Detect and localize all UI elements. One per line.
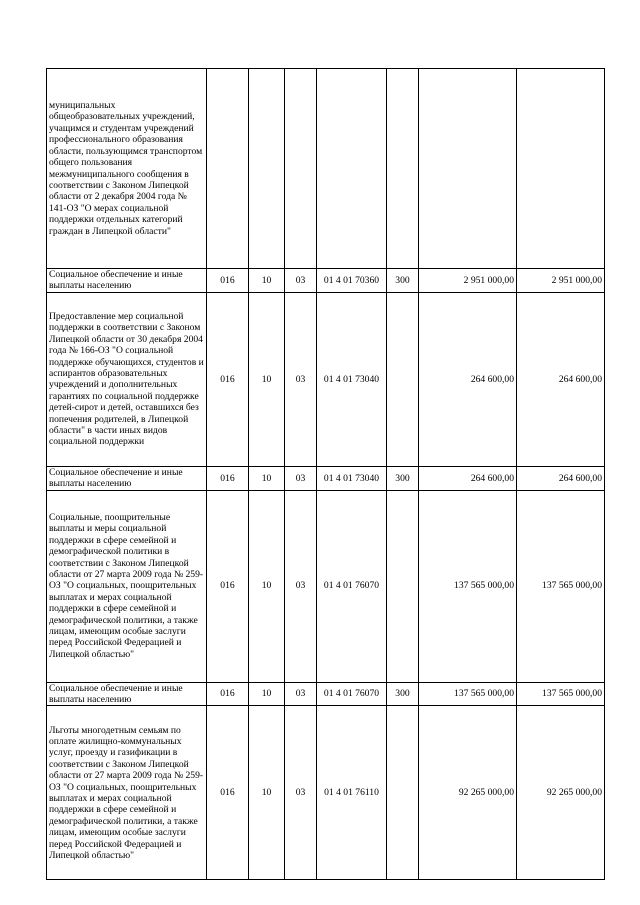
amount-year1-cell: 2 951 000,00 [419, 269, 517, 293]
target-article-cell: 01 4 01 70360 [317, 269, 387, 293]
amount-year2-cell: 137 565 000,00 [517, 490, 605, 682]
ministry-code-cell: 016 [207, 706, 249, 880]
expense-type-cell: 300 [387, 269, 419, 293]
section-code-cell: 10 [249, 490, 285, 682]
expense-type-cell [387, 490, 419, 682]
section-code-cell: 10 [249, 292, 285, 466]
subsection-code-cell: 03 [285, 682, 317, 706]
expense-type-cell [387, 706, 419, 880]
expense-type-cell: 300 [387, 466, 419, 490]
section-code-cell: 10 [249, 466, 285, 490]
amount-year1-cell: 137 565 000,00 [419, 490, 517, 682]
section-code-cell: 10 [249, 706, 285, 880]
target-article-cell: 01 4 01 76070 [317, 490, 387, 682]
table-row [47, 706, 605, 880]
subsection-code-cell: 03 [285, 269, 317, 293]
target-article-cell: 01 4 01 73040 [317, 292, 387, 466]
row-name-cell: Льготы многодетным семьям по оплате жилищно-коммунальных услуг, проезду и газификации в соответствии с Законом Липецкой области от 27 марта 2009 года № 259-ОЗ "О социальных, поощрительных выплатах и мерах социальной поддержки в сфере семейной и демографической политики, а также лицам, имеющим особые заслуги перед Российской Федерацией и Липецкой областью" [47, 706, 207, 880]
table-row [47, 292, 605, 466]
amount-year1-cell: 92 265 000,00 [419, 706, 517, 880]
row-name-cell: Социальные, поощрительные выплаты и меры социальной поддержки в сфере семейной и демографической политики в соответствии с Законом Липецкой области от 27 марта 2009 года № 259-ОЗ "О социальных, поощрительных выплатах и мерах социальной поддержки в сфере семейной и демографической политики, а также лицам, имеющим особые заслуги перед Российской Федерацией и Липецкой областью" [47, 490, 207, 682]
table-row [47, 269, 605, 293]
amount-year2-cell: 264 600,00 [517, 466, 605, 490]
expense-type-cell: 300 [387, 682, 419, 706]
section-code-cell [249, 69, 285, 269]
section-code-cell: 10 [249, 269, 285, 293]
subsection-code-cell: 03 [285, 292, 317, 466]
amount-year1-cell: 264 600,00 [419, 292, 517, 466]
row-name-cell: Социальное обеспечение и иные выплаты населению [47, 466, 207, 490]
amount-year2-cell: 137 565 000,00 [517, 682, 605, 706]
table-row [47, 466, 605, 490]
amount-year2-cell: 92 265 000,00 [517, 706, 605, 880]
target-article-cell: 01 4 01 76110 [317, 706, 387, 880]
target-article-cell [317, 69, 387, 269]
subsection-code-cell: 03 [285, 490, 317, 682]
table-row [47, 682, 605, 706]
row-name-cell: Социальное обеспечение и иные выплаты населению [47, 682, 207, 706]
ministry-code-cell: 016 [207, 269, 249, 293]
ministry-code-cell: 016 [207, 466, 249, 490]
expense-type-cell [387, 69, 419, 269]
row-name-cell: Предоставление мер социальной поддержки в соответствии с Законом Липецкой области от 30 декабря 2004 года № 166-ОЗ "О социальной поддержке обучающихся, студентов и аспирантов образовательных учреждений и дополнительных гарантиях по социальной поддержке детей-сирот и детей, оставшихся без попечения родителей, в Липецкой области" в части иных видов социальной поддержки [47, 292, 207, 466]
target-article-cell: 01 4 01 76070 [317, 682, 387, 706]
row-name-cell: Социальное обеспечение и иные выплаты населению [47, 269, 207, 293]
table-row [47, 69, 605, 269]
target-article-cell: 01 4 01 73040 [317, 466, 387, 490]
ministry-code-cell [207, 69, 249, 269]
budget-table [46, 68, 605, 880]
amount-year1-cell: 264 600,00 [419, 466, 517, 490]
subsection-code-cell [285, 69, 317, 269]
amount-year2-cell [517, 69, 605, 269]
ministry-code-cell: 016 [207, 490, 249, 682]
expense-type-cell [387, 292, 419, 466]
amount-year1-cell: 137 565 000,00 [419, 682, 517, 706]
ministry-code-cell: 016 [207, 682, 249, 706]
ministry-code-cell: 016 [207, 292, 249, 466]
section-code-cell: 10 [249, 682, 285, 706]
amount-year1-cell [419, 69, 517, 269]
subsection-code-cell: 03 [285, 706, 317, 880]
subsection-code-cell: 03 [285, 466, 317, 490]
row-name-cell: муниципальных общеобразовательных учреждений, учащимся и студентам учреждений профессионального образования области, пользующимся транспортом общего пользования межмуниципального сообщения в соответствии с Законом Липецкой области от 2 декабря 2004 года № 141-ОЗ "О мерах социальной поддержки отдельных категорий граждан в Липецкой области" [47, 69, 207, 269]
table-row [47, 490, 605, 682]
amount-year2-cell: 264 600,00 [517, 292, 605, 466]
amount-year2-cell: 2 951 000,00 [517, 269, 605, 293]
